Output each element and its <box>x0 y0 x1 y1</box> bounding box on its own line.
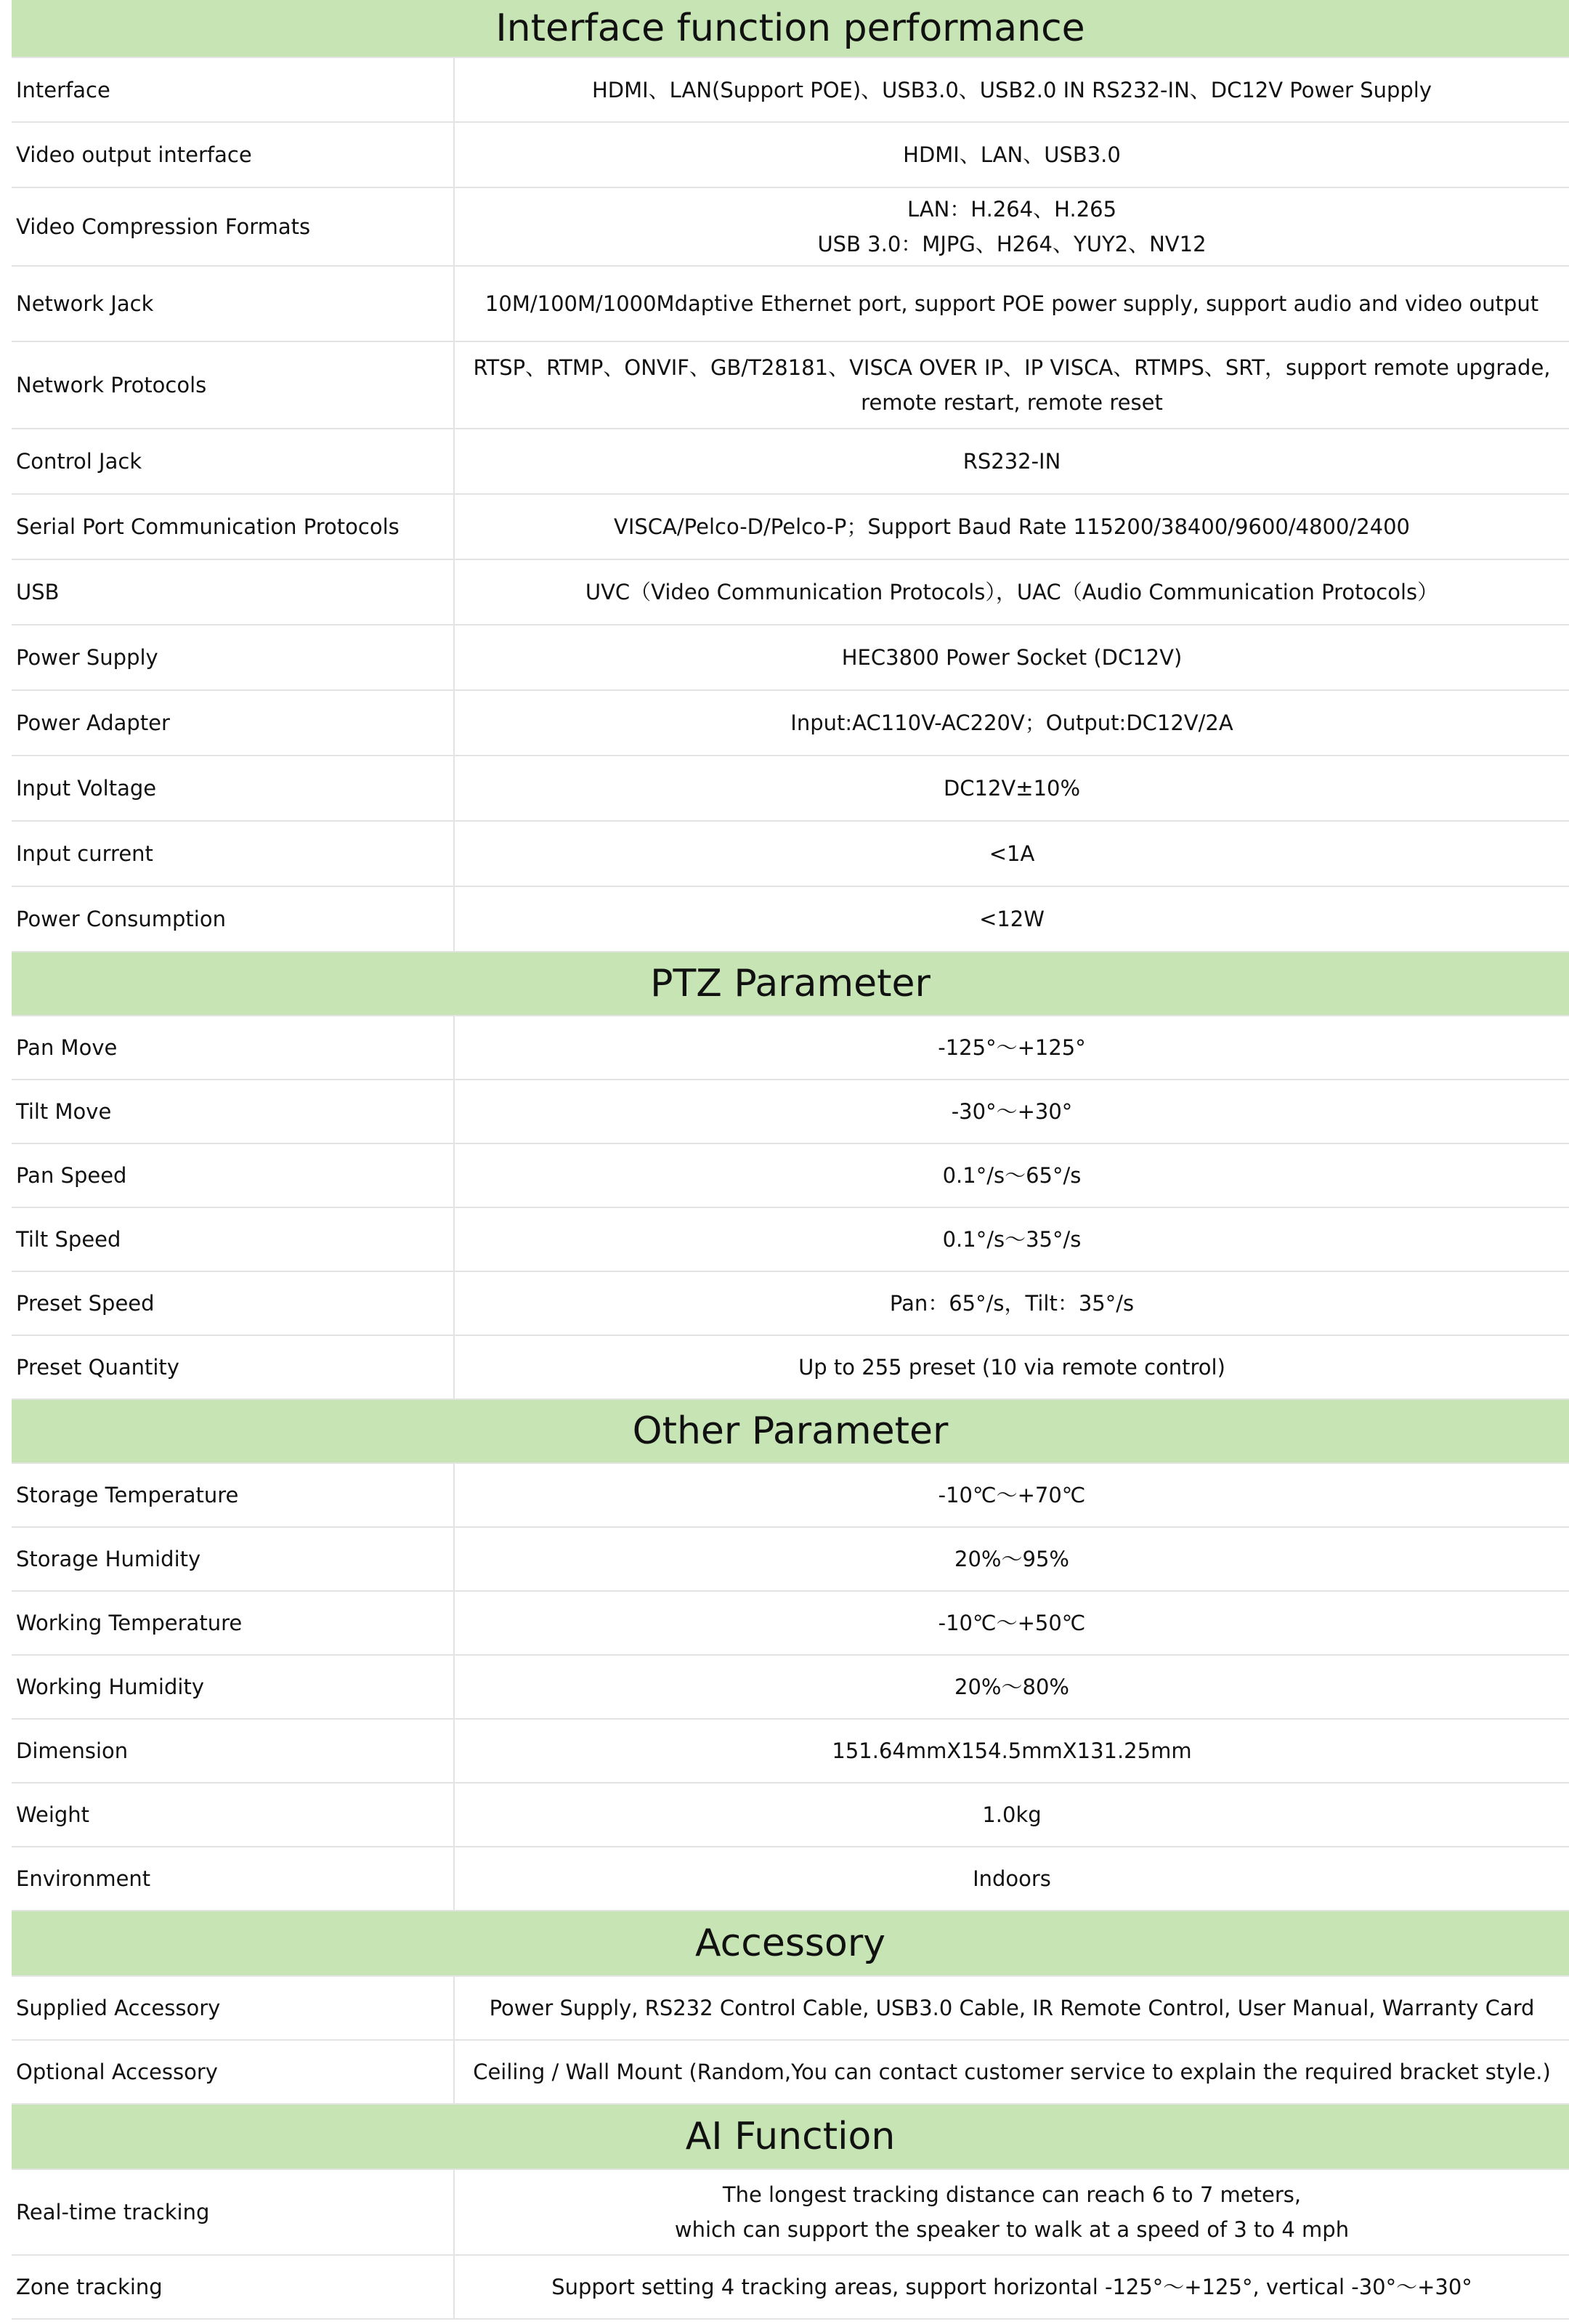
spec-value-line: Indoors <box>973 1866 1051 1891</box>
spec-value <box>455 1977 1569 2039</box>
spec-row-tilt-move <box>12 1080 1569 1144</box>
spec-label: Dimension <box>12 1720 455 1782</box>
spec-value-line: RS232-IN <box>962 449 1061 474</box>
spec-row-pan-move <box>12 1016 1569 1080</box>
spec-label: Environment <box>12 1847 455 1910</box>
spec-value <box>455 58 1569 121</box>
spec-label: Interface <box>12 58 455 121</box>
spec-value <box>455 756 1569 820</box>
spec-label: Preset Speed <box>12 1272 455 1335</box>
spec-row-network-protocols <box>12 342 1569 429</box>
spec-value <box>455 1656 1569 1718</box>
spec-value <box>455 1208 1569 1271</box>
spec-value <box>455 1336 1569 1398</box>
spec-row-weight <box>12 1784 1569 1847</box>
spec-value-line: UVC（Video Communication Protocols），UAC（Audio Communication Protocols） <box>585 580 1439 604</box>
spec-label: Tilt Move <box>12 1080 455 1143</box>
spec-row-video-output-interface <box>12 123 1569 188</box>
spec-row-working-temperature <box>12 1592 1569 1656</box>
spec-value-line: Power Supply, RS232 Control Cable, USB3.0 Cable, IR Remote Control, User Manual, Warranty Card <box>489 1996 1535 2020</box>
spec-value-line: HEC3800 Power Socket (DC12V) <box>841 645 1183 670</box>
spec-value <box>455 1720 1569 1782</box>
spec-row-zone-tracking <box>12 2256 1569 2320</box>
spec-label: Optional Accessory <box>12 2041 455 2103</box>
spec-value-line: 20%～95% <box>954 1547 1069 1571</box>
spec-row-real-time-tracking <box>12 2170 1569 2256</box>
spec-value <box>455 625 1569 689</box>
spec-value-line: HDMI、LAN(Support POE)、USB3.0、USB2.0 IN RS232-IN、DC12V Power Supply <box>591 77 1432 102</box>
section-header-interface-function-performance: Interface function performance <box>12 0 1569 58</box>
spec-value-line: <1A <box>989 841 1035 866</box>
spec-value-line: The longest tracking distance can reach 6 to 7 meters, <box>722 2182 1302 2207</box>
spec-value-line: 0.1°/s～65°/s <box>942 1163 1082 1188</box>
spec-value <box>455 2256 1569 2318</box>
spec-row-interface <box>12 58 1569 123</box>
spec-row-pan-speed <box>12 1144 1569 1208</box>
spec-value-line: VISCA/Pelco-D/Pelco-P；Support Baud Rate 115200/38400/9600/4800/2400 <box>613 514 1411 539</box>
spec-label: Video output interface <box>12 123 455 187</box>
spec-label: Weight <box>12 1784 455 1846</box>
spec-value <box>455 1144 1569 1207</box>
spec-label: Input Voltage <box>12 756 455 820</box>
spec-value-line: USB 3.0：MJPG、H264、YUY2、NV12 <box>817 232 1207 256</box>
spec-row-storage-humidity <box>12 1528 1569 1592</box>
spec-row-control-jack <box>12 429 1569 495</box>
spec-row-video-compression-formats <box>12 188 1569 267</box>
spec-label: Power Consumption <box>12 887 455 951</box>
spec-label: Real-time tracking <box>12 2170 455 2254</box>
spec-value-line: Ceiling / Wall Mount (Random,You can contact customer service to explain the required bracket style.) <box>473 2060 1551 2084</box>
spec-value <box>455 2170 1569 2254</box>
spec-label: Pan Speed <box>12 1144 455 1207</box>
section-header-ptz-parameter: PTZ Parameter <box>12 952 1569 1016</box>
spec-value <box>455 123 1569 187</box>
spec-value <box>455 691 1569 755</box>
spec-value <box>455 1016 1569 1079</box>
spec-label: Pan Move <box>12 1016 455 1079</box>
spec-value <box>455 1784 1569 1846</box>
spec-value-line: 151.64mmX154.5mmX131.25mm <box>832 1738 1192 1763</box>
section-header-accessory: Accessory <box>12 1911 1569 1977</box>
spec-value-line: DC12V±10% <box>943 776 1081 801</box>
spec-value-line: Up to 255 preset (10 via remote control) <box>798 1355 1225 1380</box>
spec-value-line: Pan：65°/s，Tilt：35°/s <box>889 1291 1135 1316</box>
spec-row-preset-speed <box>12 1272 1569 1336</box>
spec-value <box>455 1528 1569 1590</box>
section-header-ai-function: AI Function <box>12 2105 1569 2170</box>
spec-value-line: 10M/100M/1000Mdaptive Ethernet port, support POE power supply, support audio and video output <box>485 291 1539 316</box>
spec-value-line: LAN：H.264、H.265 <box>907 197 1117 222</box>
spec-row-supplied-accessory <box>12 1977 1569 2041</box>
spec-value <box>455 1592 1569 1654</box>
spec-row-storage-temperature <box>12 1464 1569 1528</box>
spec-label: Storage Temperature <box>12 1464 455 1526</box>
spec-row-power-consumption <box>12 887 1569 952</box>
spec-row-serial-port-communication-protocols <box>12 495 1569 560</box>
spec-value-line: -10℃～+70℃ <box>938 1483 1086 1507</box>
spec-value <box>455 1847 1569 1910</box>
spec-value-line: -10℃～+50℃ <box>938 1611 1086 1635</box>
spec-row-usb <box>12 560 1569 625</box>
spec-value-line: remote restart, remote reset <box>861 390 1163 415</box>
spec-label: Serial Port Communication Protocols <box>12 495 455 559</box>
spec-value <box>455 342 1569 428</box>
spec-value-line: which can support the speaker to walk at a speed of 3 to 4 mph <box>674 2217 1350 2242</box>
spec-label: Working Temperature <box>12 1592 455 1654</box>
spec-value-line: 1.0kg <box>982 1802 1042 1827</box>
spec-row-environment <box>12 1847 1569 1911</box>
spec-value <box>455 267 1569 341</box>
spec-value <box>455 1464 1569 1526</box>
spec-value <box>455 887 1569 951</box>
spec-value <box>455 1080 1569 1143</box>
spec-value-line: Support setting 4 tracking areas, support horizontal -125°～+125°, vertical -30°～+30° <box>551 2275 1472 2299</box>
spec-label: Power Supply <box>12 625 455 689</box>
spec-row-input-voltage <box>12 756 1569 822</box>
spec-label: Power Adapter <box>12 691 455 755</box>
spec-value <box>455 2041 1569 2103</box>
spec-label: Network Protocols <box>12 342 455 428</box>
spec-value <box>455 188 1569 265</box>
spec-label: Control Jack <box>12 429 455 493</box>
spec-value-line: Input:AC110V-AC220V；Output:DC12V/2A <box>790 710 1233 735</box>
section-header-other-parameter: Other Parameter <box>12 1400 1569 1464</box>
spec-label: Working Humidity <box>12 1656 455 1718</box>
spec-label: Supplied Accessory <box>12 1977 455 2039</box>
spec-row-dimension <box>12 1720 1569 1784</box>
spec-value-line: 0.1°/s～35°/s <box>942 1227 1082 1252</box>
spec-label: Storage Humidity <box>12 1528 455 1590</box>
spec-value <box>455 495 1569 559</box>
spec-value-line: 20%～80% <box>954 1675 1069 1699</box>
spec-value-line: -30°～+30° <box>951 1099 1073 1124</box>
spec-row-power-supply <box>12 625 1569 691</box>
spec-value-line: -125°～+125° <box>938 1035 1086 1060</box>
spec-label: Tilt Speed <box>12 1208 455 1271</box>
spec-label: Zone tracking <box>12 2256 455 2318</box>
spec-value-line: <12W <box>979 907 1045 931</box>
spec-value-line: RTSP、RTMP、ONVIF、GB/T28181、VISCA OVER IP、IP VISCA、RTMPS、SRT，support remote upgrade, <box>473 355 1551 380</box>
spec-label: Video Compression Formats <box>12 188 455 265</box>
spec-row-network-jack <box>12 267 1569 342</box>
spec-value-line: HDMI、LAN、USB3.0 <box>903 142 1121 167</box>
spec-row-input-current <box>12 822 1569 887</box>
spec-value <box>455 822 1569 886</box>
spec-row-preset-quantity <box>12 1336 1569 1400</box>
spec-value <box>455 560 1569 624</box>
spec-label: Network Jack <box>12 267 455 341</box>
spec-row-power-adapter <box>12 691 1569 756</box>
spec-label: Input current <box>12 822 455 886</box>
spec-row-working-humidity <box>12 1656 1569 1720</box>
spec-value <box>455 1272 1569 1335</box>
spec-label: USB <box>12 560 455 624</box>
spec-value <box>455 429 1569 493</box>
spec-label: Preset Quantity <box>12 1336 455 1398</box>
spec-row-tilt-speed <box>12 1208 1569 1272</box>
spec-row-optional-accessory <box>12 2041 1569 2105</box>
